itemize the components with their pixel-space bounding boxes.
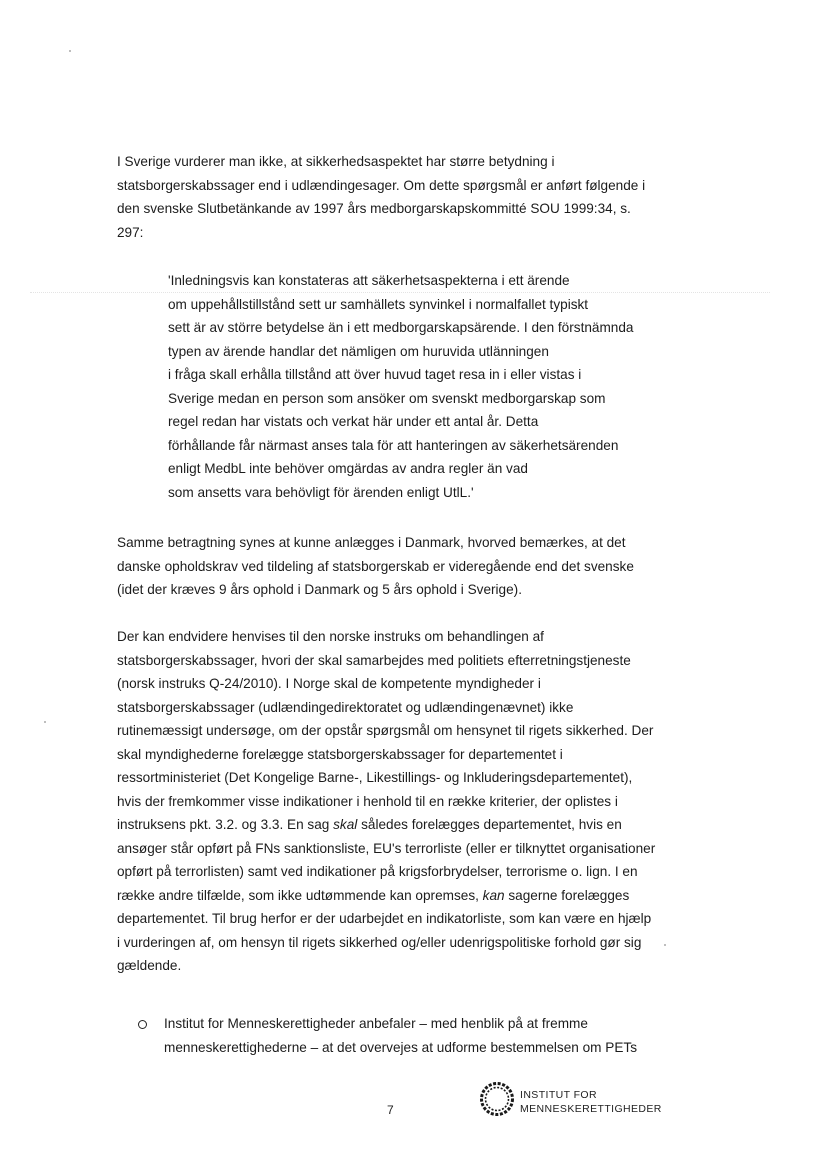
text-line: ressortministeriet (Det Kongelige Barne-, Likestillings- og Inkluderingsdepartementet), bbox=[117, 770, 633, 785]
text-line: danske opholdskrav ved tildeling af statsborgerskab er videregående end det svenske bbox=[117, 558, 634, 574]
text-line: menneskerettighederne – at det overvejes at udforme bestemmelsen om PETs bbox=[164, 1039, 638, 1055]
text-line: Institut for Menneskerettigheder anbefaler – med henblik på at fremme bbox=[164, 1016, 588, 1031]
quote-line: som ansetts vara behövligt för ärenden enligt UtlL.' bbox=[168, 484, 474, 500]
paragraph-norway bbox=[117, 625, 677, 978]
block-quote-sou bbox=[168, 269, 638, 504]
scan-speck bbox=[69, 50, 71, 52]
logo-text-line2: MENNESKERETTIGHEDER bbox=[520, 1103, 662, 1115]
quote-line: om uppehållstillstånd sett ur samhällets synvinkel i normalfallet typiskt bbox=[168, 296, 589, 312]
text-line bbox=[117, 884, 677, 908]
text-line: gældende. bbox=[117, 958, 182, 973]
quote-line: 'Inledningsvis kan konstateras att säkerhetsaspekterna i ett ärende bbox=[168, 273, 570, 288]
text-line bbox=[117, 813, 677, 837]
text-line: skal myndighederne forelægge statsborgerskabssager for departementet i bbox=[117, 746, 563, 762]
text-line: statsborgerskabssager (udlændingedirektoratet og udlændingenævnet) ikke bbox=[117, 699, 574, 715]
text-line: statsborgerskabssager, hvori der skal samarbejdes med politiets efterretningstjeneste bbox=[117, 652, 631, 668]
quote-line: förhållande får närmast anses tala för att hanteringen av säkerhetsärenden bbox=[168, 437, 619, 453]
quote-line: regel redan har vistats och verkat här under ett antal år. Detta bbox=[168, 414, 539, 429]
text-line: departementet. Til brug herfor er der udarbejdet en indikatorliste, som kan være en hjælp bbox=[117, 911, 652, 926]
text-line: Samme betragtning synes at kunne anlægges i Danmark, hvorved bemærkes, at det bbox=[117, 535, 626, 550]
text-line: ansøger står opført på FNs sanktionsliste, EU's terrorliste (eller er tilknyttet organisationer bbox=[117, 840, 656, 856]
page-number: 7 bbox=[387, 1103, 394, 1117]
paragraph-sweden-intro bbox=[117, 150, 677, 244]
text-line: statsborgerskabssager end i udlændingesager. Om dette spørgsmål er anført følgende i bbox=[117, 177, 646, 193]
text-line: (norsk instruks Q-24/2010). I Norge skal de kompetente myndigheder i bbox=[117, 676, 541, 691]
emphasis-skal: skal bbox=[333, 817, 358, 832]
text-run: sagerne forelægges bbox=[504, 887, 630, 903]
text-line: i vurderingen af, om hensyn til rigets sikkerhed og/eller udenrigspolitiske forhold gør sig bbox=[117, 934, 642, 950]
bullet-circle-icon bbox=[138, 1020, 147, 1029]
quote-line: i fråga skall erhålla tillstånd att över huvud taget resa in i eller vistas i bbox=[168, 367, 582, 382]
institute-logo-icon bbox=[479, 1081, 515, 1117]
institute-logo-text bbox=[520, 1088, 662, 1116]
bullet-text bbox=[164, 1012, 684, 1059]
text-line: 297: bbox=[117, 224, 144, 240]
text-run: række andre tilfælde, som ikke udtømmende kan opremses, bbox=[117, 887, 483, 903]
quote-line: enligt MedbL inte behöver omgärdas av andra regler än vad bbox=[168, 461, 528, 476]
logo-text-line1: INSTITUT FOR bbox=[520, 1089, 597, 1101]
quote-line: Sverige medan en person som ansöker om svenskt medborgarskap som bbox=[168, 390, 606, 406]
text-line: den svenske Slutbetänkande av 1997 års medborgarskapskommitté SOU 1999:34, s. bbox=[117, 201, 631, 216]
text-line: (idet der kræves 9 års ophold i Danmark og 5 års ophold i Sverige). bbox=[117, 582, 522, 597]
text-line: I Sverige vurderer man ikke, at sikkerhedsaspektet har større betydning i bbox=[117, 154, 555, 169]
text-line: rutinemæssigt undersøge, om der opstår spørgsmål om hensynet til rigets sikkerhed. Der bbox=[117, 723, 654, 738]
text-line: hvis der fremkommer visse indikationer i henhold til en række kriterier, der oplistes i bbox=[117, 793, 618, 809]
text-line: opført på terrorlisten) samt ved indikationer på krigsforbrydelser, terrorisme o. lign. I en bbox=[117, 864, 638, 879]
scan-speck bbox=[44, 721, 46, 723]
text-run: således forelægges departementet, hvis en bbox=[357, 817, 622, 832]
text-line: Der kan endvidere henvises til den norske instruks om behandlingen af bbox=[117, 629, 544, 644]
quote-line: typen av ärende handlar det nämligen om huruvida utlänningen bbox=[168, 343, 549, 359]
paragraph-denmark bbox=[117, 531, 677, 602]
quote-line: sett är av större betydelse än i ett medborgarskapsärende. I den förstnämnda bbox=[168, 320, 634, 335]
emphasis-kan: kan bbox=[482, 887, 505, 903]
text-run: instruksens pkt. 3.2. og 3.3. En sag bbox=[117, 817, 334, 832]
